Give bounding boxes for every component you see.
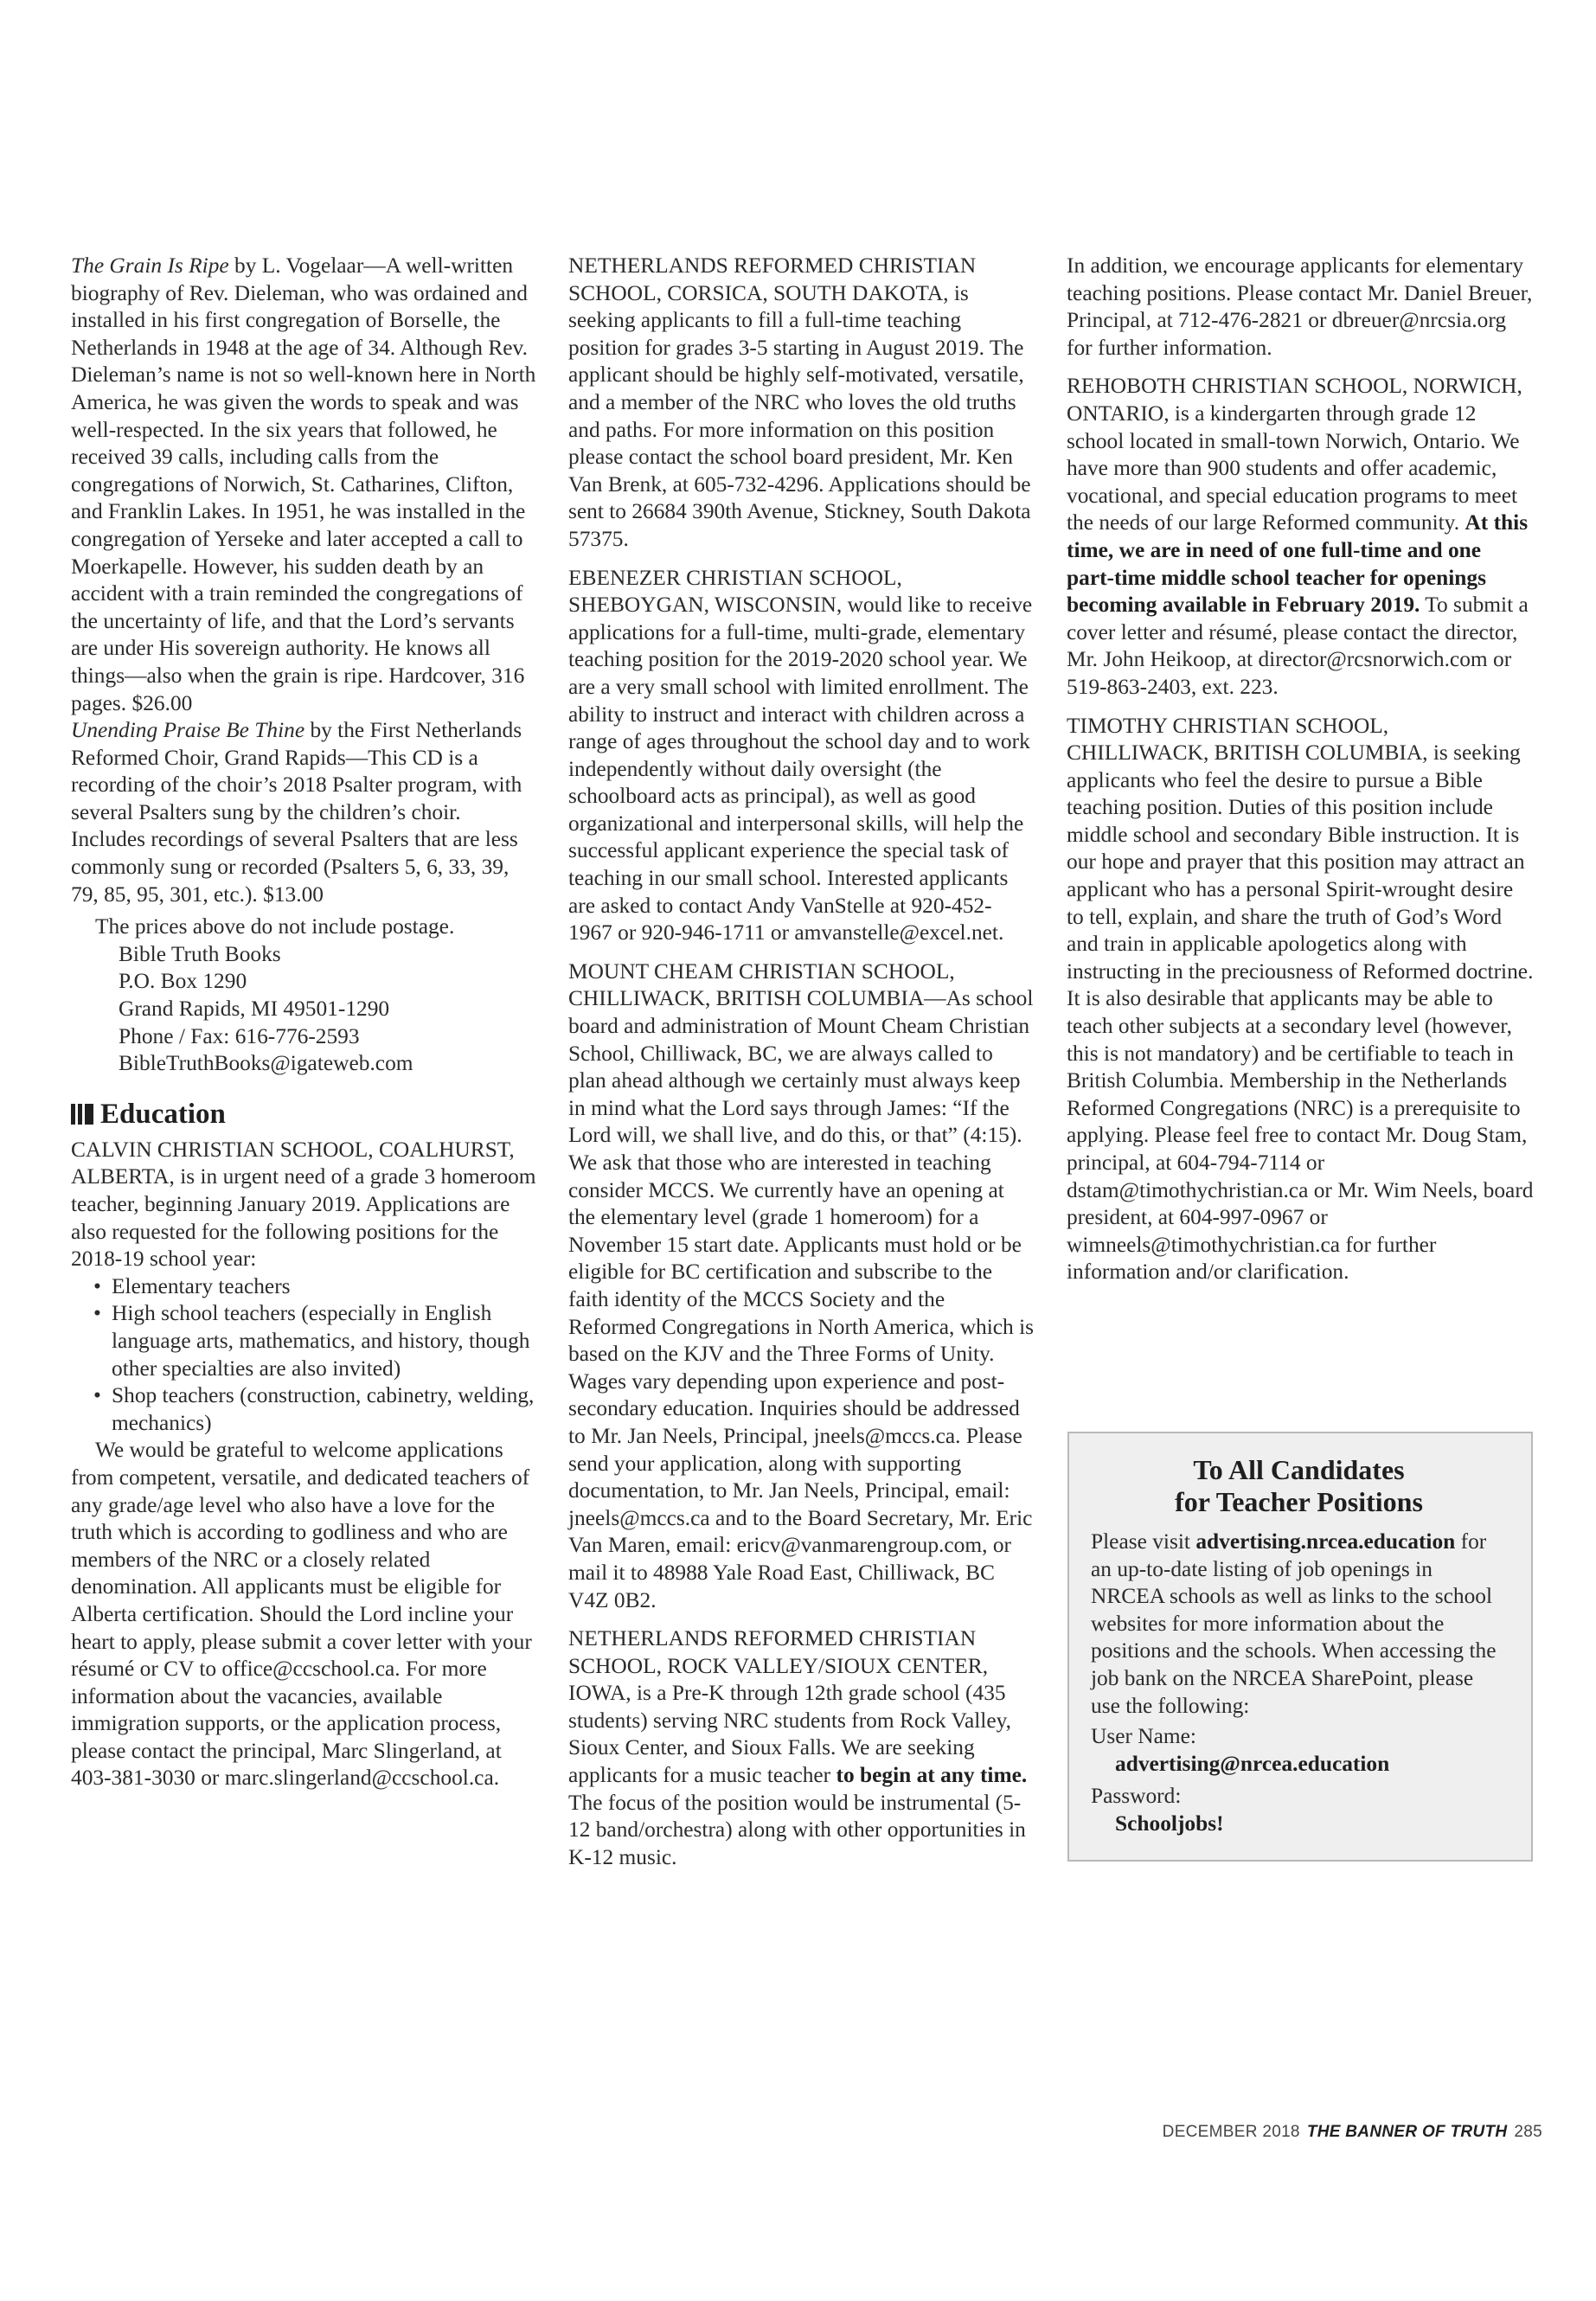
book-description: by L. Vogelaar—A well-written biography of Rev. Dieleman, who was ordained and installed in his first congregation of Borselle, the Netherlands in 1948 at the age of 34. Although Rev. Dieleman’s name is not so well-known here in North America, he was given the words to speak and was well-respected. In the six years that followed, he received 39 calls, including calls from the congregations of Norwich, St. Catharines, Clifton, and Franklin Lakes. In 1951, he was installed in the congregation of Yerseke and later accepted a call to Moerkapelle. However, his sudden death by an accident with a train reminded the congregations of the uncertainty of life, and that the Lord’s servants are under His sovereign authority. He knows all things—also when the grain is ripe. Hardcover, 316 pages. $26.00 <box>71 253 536 715</box>
ad-rehoboth <box>1067 373 1534 701</box>
box-title-line: for Teacher Positions <box>1175 1486 1423 1517</box>
ad-emphasis: At this time, we are in need of one full-time and one part-time middle school teacher for openings becoming available in February 2019. <box>1067 510 1529 618</box>
magazine-title: THE BANNER OF TRUTH <box>1306 2123 1508 2141</box>
position-list <box>71 1273 538 1438</box>
job-bank-link[interactable]: advertising.nrcea.education <box>1195 1529 1456 1554</box>
section-bars-icon <box>71 1104 93 1125</box>
ad-nrcs-corsica: NETHERLANDS REFORMED CHRISTIAN SCHOOL, CORSICA, SOUTH DAKOTA, is seeking applicants to fill a full-time teaching position for grades 3-5 starting in August 2019. The applicant should be highly self-motivated, versatile, and a member of the NRC who loves the old truths and paths. For more information on this position please contact the school board president, Mr. Ken Van Brenk, at 605-732-4296. Applications should be sent to 26684 390th Avenue, Stickney, South Dakota 57375. <box>568 253 1031 551</box>
book-entry-unending-praise <box>71 717 538 908</box>
section-title: Education <box>100 1098 226 1130</box>
ad-text: The focus of the position would be instrumental (5-12 band/orchestra) along with other opportunities in K-12 music. <box>568 1790 1026 1869</box>
column-right <box>1067 253 1534 1286</box>
list-item: • Elementary teachers <box>71 1273 538 1301</box>
ad-text: To submit a cover letter and résumé, please contact the director, Mr. John Heikoop, at director@rcsnorwich.com or 519-863-2403, ext. 223. <box>1067 593 1529 699</box>
box-body <box>1091 1529 1507 1720</box>
ad-rock-valley-continued: In addition, we encourage applicants for elementary teaching positions. Please contact Mr. Daniel Breuer, Principal, at 712-476-2821 or dbreuer@nrcsia.org for further information. <box>1067 253 1533 360</box>
section-heading-education <box>71 1097 538 1131</box>
book-title: Unending Praise Be Thine <box>71 718 305 743</box>
column-middle <box>568 253 1035 1871</box>
book-description: by the First Netherlands Reformed Choir, Grand Rapids—This CD is a recording of the choir’s 2018 Psalter program, with several Psalters sung by the children’s choir. Includes recordings of several Psalters that are less commonly sung or recorded (Psalters 5, 6, 33, 39, 79, 85, 95, 301, etc.). $13.00 <box>71 718 522 907</box>
book-entry-grain-is-ripe <box>71 253 538 717</box>
column-left <box>71 253 538 1792</box>
password-value: Schooljobs! <box>1115 1811 1224 1836</box>
publisher-address <box>71 941 538 1078</box>
ad-mount-cheam: MOUNT CHEAM CHRISTIAN SCHOOL, CHILLIWACK, BRITISH COLUMBIA—As school board and administration of Mount Cheam Christian School, Chilliwack, BC, we are always called to plan ahead although we certainly must always keep in mind what the Lord says through James: “If the Lord will, we shall live, and do this, or that” (4:15). We ask that those who are interested in teaching consider MCCS. We currently have an opening at the elementary level (grade 1 homeroom) for a November 15 start date. Applicants must hold or be eligible for BC certification and subscribe to the faith identity of the MCCS Society and the Reformed Congregations in North America, which is based on the KJV and the Three Forms of Unity. Wages vary depending upon experience and post-secondary education. Inquiries should be addressed to Mr. Jan Neels, Principal, jneels@mccs.ca. Please send your application, along with supporting documentation, to Mr. Jan Neels, Principal, email: jneels@mccs.ca and to the Board Secretary, Mr. Eric Van Maren, email: ericv@vanmarengroup.com, or mail it to 48988 Yale Road East, Chilliwack, BC V4Z 0B2. <box>568 958 1035 1612</box>
ad-calvin-christian-intro: CALVIN CHRISTIAN SCHOOL, COALHURST, ALBERTA, is in urgent need of a grade 3 homeroom teacher, beginning January 2019. Applications are also requested for the following positions for the 2018-19 school year: <box>71 1137 536 1272</box>
address-line: Bible Truth Books <box>119 941 281 966</box>
box-title <box>1091 1454 1507 1518</box>
ad-nrcs-rock-valley <box>568 1625 1035 1871</box>
ad-calvin-christian-closing: We would be grateful to welcome applications from competent, versatile, and dedicated teachers of any grade/age level who also have a love for the truth which is according to godliness and who are members of the NRC or a closely related denomination. All applicants must be eligible for Alberta certification. Should the Lord incline your heart to apply, please submit a cover letter with your résumé or CV to office@ccschool.ca. For more information about the vacancies, available immigration supports, or the application process, please contact the principal, Marc Slingerland, at 403-381-3030 or marc.slingerland@ccschool.ca. <box>71 1438 532 1791</box>
ad-text: REHOBOTH CHRISTIAN SCHOOL, NORWICH, ONTARIO, is a kindergarten through grade 12 school located in small-town Norwich, Ontario. We have more than 900 students and offer academic, vocational, and special education programs to meet the needs of our large Reformed community. <box>1067 374 1522 535</box>
page-number: 285 <box>1514 2123 1542 2141</box>
ad-emphasis: to begin at any time. <box>836 1763 1028 1788</box>
address-line: Phone / Fax: 616-776-2593 <box>119 1023 360 1048</box>
address-line: Grand Rapids, MI 49501-1290 <box>119 997 390 1022</box>
box-text: Please visit <box>1091 1529 1196 1554</box>
address-line: P.O. Box 1290 <box>119 969 247 994</box>
list-item: • High school teachers (especially in English language arts, mathematics, and history, though other specialties are also invited) <box>71 1300 538 1382</box>
page-footer <box>1129 2118 1542 2146</box>
username-value: advertising@nrcea.education <box>1115 1751 1390 1776</box>
list-item: • Shop teachers (construction, cabinetry, welding, mechanics) <box>71 1382 538 1437</box>
book-title: The Grain Is Ripe <box>71 253 229 278</box>
teacher-candidates-box <box>1067 1432 1533 1862</box>
prices-note: The prices above do not include postage. <box>95 914 455 939</box>
username-label: User Name: <box>1091 1724 1196 1749</box>
box-text: for an up-to-date listing of job openings in NRCEA schools as well as links to the school websites for more information about the positions and the schools. When accessing the job bank on the NRCEA SharePoint, please use the following: <box>1091 1529 1497 1718</box>
issue-date: DECEMBER 2018 <box>1162 2123 1300 2141</box>
ad-ebenezer: EBENEZER CHRISTIAN SCHOOL, SHEBOYGAN, WISCONSIN, would like to receive applications for a full-time, multi-grade, elementary teaching position for the 2019-2020 school year. We are a very small school with limited enrollment. The ability to instruct and interact with children across a range of ages throughout the school day and to work independently without daily oversight (the schoolboard acts as principal), as well as good organizational and interpersonal skills, will help the successful applicant experience the special task of teaching in our small school. Interested applicants are asked to contact Andy VanStelle at 920-452-1967 or 920-946-1711 or amvanstelle@excel.net. <box>568 565 1033 945</box>
password-label: Password: <box>1091 1784 1182 1809</box>
address-email: BibleTruthBooks@igateweb.com <box>119 1051 413 1076</box>
ad-text: NETHERLANDS REFORMED CHRISTIAN SCHOOL, ROCK VALLEY/SIOUX CENTER, IOWA, is a Pre-K through 12th grade school (435 students) serving NRC students from Rock Valley, Sioux Center, and Sioux Falls. We are seeking applicants for a music teacher <box>568 1626 1012 1788</box>
box-title-line: To All Candidates <box>1193 1454 1405 1485</box>
ad-timothy-christian: TIMOTHY CHRISTIAN SCHOOL, CHILLIWACK, BRITISH COLUMBIA, is seeking applicants who feel the desire to pursue a Bible teaching position. Duties of this position include middle school and secondary Bible instruction. It is our hope and prayer that this position may attract an applicant who has a personal Spirit-wrought desire to tell, explain, and share the truth of God’s Word and train in applicable apologetics along with instructing in the preciousness of Reformed doctrine. It is also desirable that applicants may be able to teach other subjects at a secondary level (however, this is not mandatory) and be certifiable to teach in British Columbia. Membership in the Netherlands Reformed Congregations (NRC) is a prerequisite to applying. Please feel free to contact Mr. Doug Stam, principal, at 604-794-7114 or dstam@timothychristian.ca or Mr. Wim Neels, board president, at 604-997-0967 or wimneels@timothychristian.ca for further information and/or clarification. <box>1067 713 1534 1285</box>
